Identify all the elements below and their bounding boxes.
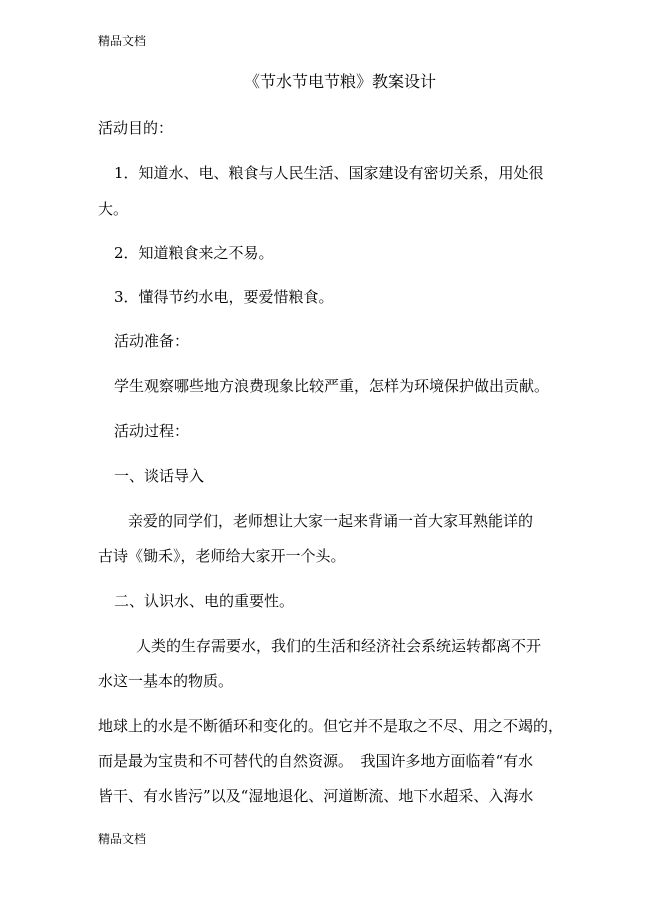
purpose-item-2: 2．知道粮食来之不易。 [114, 244, 274, 262]
footer-watermark: 精品文档 [98, 832, 147, 846]
prep-text: 学生观察哪些地方浪费现象比较严重，怎样为环境保护做出贡献。 [114, 377, 550, 395]
water-paragraph-line-3: 皆干、有水皆污”以及“湿地退化、河道断流、地下水超采、入海水 [98, 787, 534, 805]
water-paragraph-line-1: 地球上的水是不断循环和变化的。但它并不是取之不尽、用之不竭的， [98, 717, 564, 735]
document-title: 《节水节电节粮》教案设计 [243, 72, 436, 91]
section-2-line-2: 水这一基本的物质。 [98, 672, 234, 690]
purpose-item-3: 3．懂得节约水电，要爱惜粮食。 [114, 288, 334, 306]
section-1-line-1: 亲爱的同学们，老师想让大家一起来背诵一首大家耳熟能详的 [128, 512, 534, 530]
process-heading: 活动过程： [114, 422, 190, 440]
section-2-line-1: 人类的生存需要水，我们的生活和经济社会系统运转都离不开 [136, 637, 542, 655]
section-1-line-2: 古诗《锄禾》，老师给大家开一个头。 [98, 547, 346, 565]
header-watermark: 精品文档 [98, 34, 147, 48]
section-1-heading: 一、谈话导入 [114, 467, 205, 485]
section-2-heading: 二、认识水、电的重要性。 [114, 592, 295, 610]
purpose-item-1-line-2: 大。 [98, 200, 129, 218]
purpose-heading: 活动目的： [98, 119, 174, 137]
water-paragraph-line-2: 而是最为宝贵和不可替代的自然资源。 我国许多地方面临着“有水 [98, 752, 534, 770]
prep-heading: 活动准备： [114, 332, 190, 350]
purpose-item-1-line-1: 1．知道水、电、粮食与人民生活、国家建设有密切关系，用处很 [114, 164, 544, 182]
